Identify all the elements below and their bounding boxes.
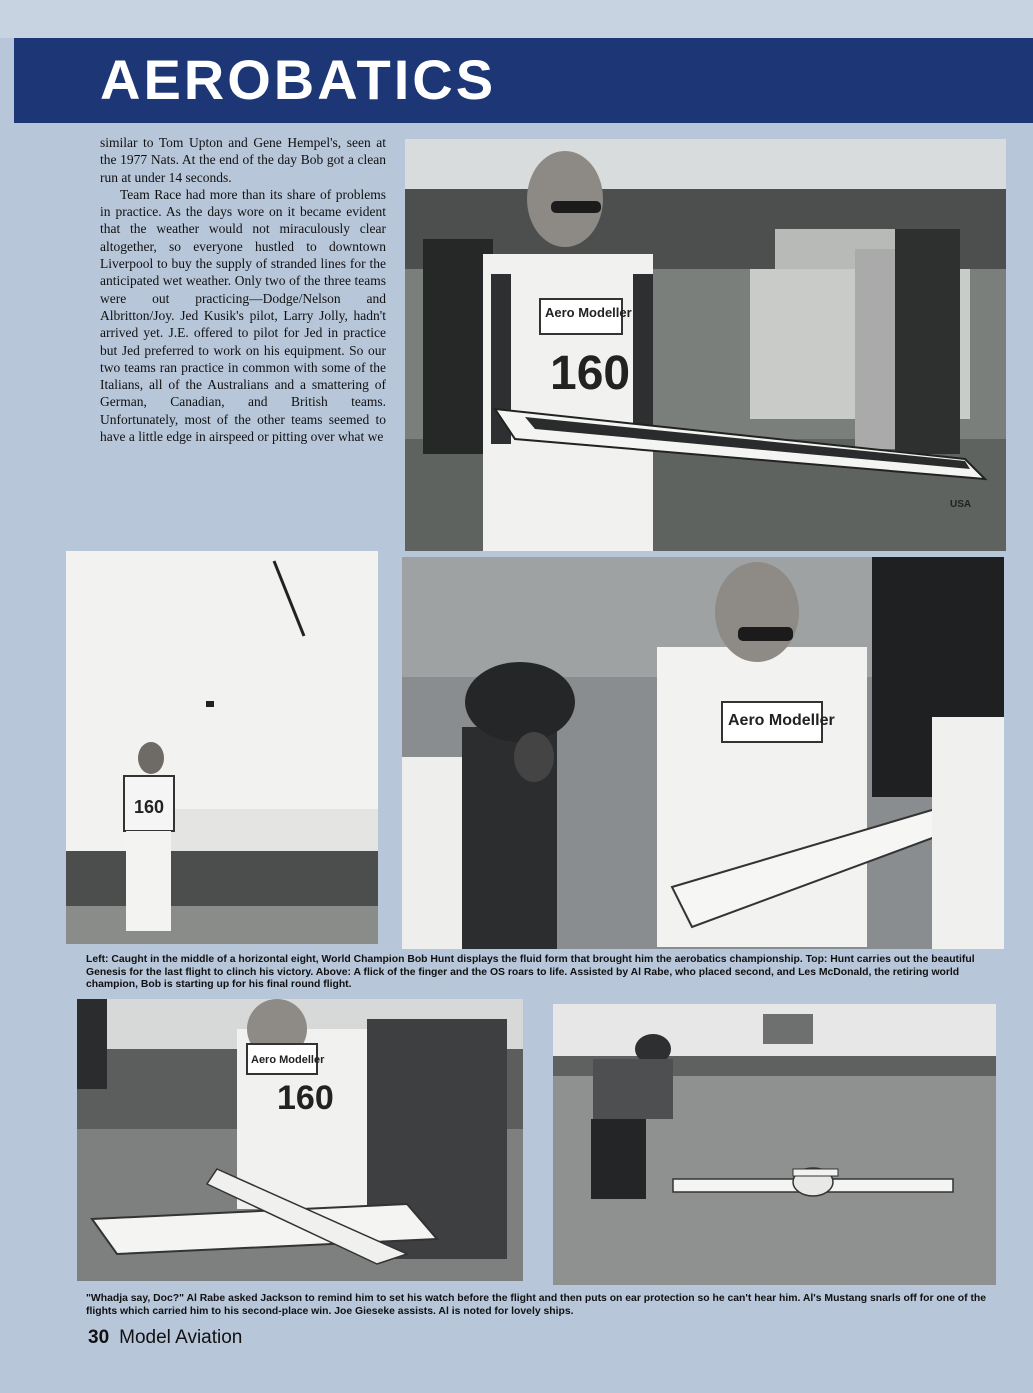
bib-number: 160	[134, 797, 165, 817]
bib-brand-label: Aero Modeller	[251, 1054, 325, 1066]
article-text	[100, 134, 386, 445]
bib-brand-label: Aero Modeller	[545, 305, 632, 320]
photo-engine-start	[402, 557, 1004, 949]
photo-rabe-mustang	[77, 999, 523, 1281]
photo-caption-top: Left: Caught in the middle of a horizontal eight, World Champion Bob Hunt displays the fluid form that brought him the aerobatics championship. Top: Hunt carries out the beautiful Genesis for the last flight to clinch his victory. Above: A flick of the finger and the OS roars to life. Assisted by Al Rabe, who placed second, and Les McDonald, the retiring world champion, Bob is starting up for his final round flight.	[86, 954, 975, 991]
photo-pilot-flying	[66, 551, 378, 944]
model-tail-text: USA	[950, 499, 972, 510]
bib-number: 160	[550, 347, 631, 400]
article-paragraph: Team Race had more than its share of problems in practice. As the days wore on it became evident that the weather would not miraculously clear altogether, so everyone hustled to downtown Liverpool to buy the supply of stranded lines for the anticipated wet weather. Only two of the three teams were out practicing—Dodge/Nelson and Albritton/Joy. Jed Kusik's pilot, Larry Jolly, hadn't arrived yet. J.E. offered to pilot for Jed in practice but Jed preferred to work on his equipment. So our two teams ran practice in common with some of the Italians, all of the Australians and a smattering of German, Canadian, and British teams. Unfortunately, most of the other teams seemed to have a little edge in airspeed or pitting over what we	[100, 186, 386, 445]
article-paragraph: similar to Tom Upton and Gene Hempel's, seen at the 1977 Nats. At the end of the day Bob got a clean run at under 14 seconds.	[100, 135, 386, 185]
section-title: AEROBATICS	[100, 48, 497, 111]
section-banner	[14, 38, 1033, 123]
page-footer	[88, 1327, 242, 1349]
photo-mustang-takeoff	[553, 1004, 996, 1285]
publication-name: Model Aviation	[119, 1327, 243, 1348]
page-top-edge	[0, 0, 1033, 38]
photo-caption-bottom: "Whadja say, Doc?" Al Rabe asked Jackson to remind him to set his watch before the flight and then puts on ear protection so he can't hear him. Al's Mustang snarls off for one of the flights which carried him to his second-place win. Joe Gieseke assists. Al is noted for lovely ships.	[86, 1293, 987, 1317]
photo-pilot-holding-model	[405, 139, 1006, 551]
bib-brand-label: Aero Modeller	[728, 712, 835, 729]
page-number: 30	[88, 1327, 110, 1348]
bib-number: 160	[277, 1079, 334, 1117]
